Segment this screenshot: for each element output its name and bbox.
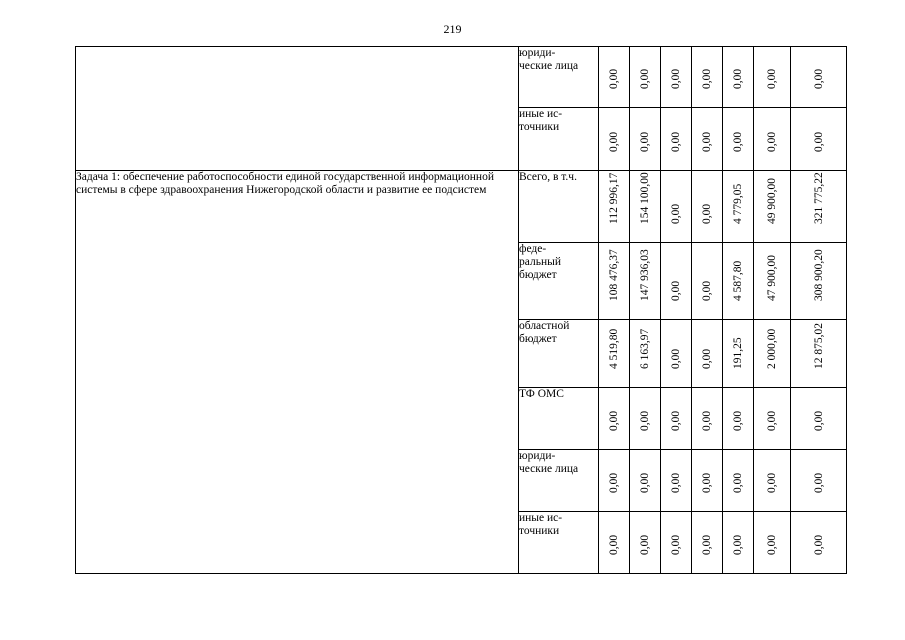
value-cell <box>661 47 692 108</box>
value-cell <box>692 47 723 108</box>
value-text: 154 100,00 <box>639 172 651 224</box>
value-text: 0,00 <box>766 410 778 431</box>
value-cell <box>723 108 754 171</box>
value-text: 0,00 <box>639 410 651 431</box>
funding-source: иные ис- точники <box>519 108 599 171</box>
budget-table-body <box>76 47 847 574</box>
value-cell <box>599 243 630 320</box>
value-cell <box>692 388 723 450</box>
value-cell <box>630 171 661 243</box>
value-text: 0,00 <box>701 472 713 493</box>
value-cell <box>661 388 692 450</box>
value-text: 0,00 <box>670 534 682 555</box>
value-text: 0,00 <box>701 280 713 301</box>
table-row <box>76 171 847 243</box>
value-text: 2 000,00 <box>766 328 778 369</box>
value-text: 0,00 <box>639 68 651 89</box>
value-text: 0,00 <box>812 534 825 555</box>
value-text: 0,00 <box>608 410 620 431</box>
value-text: 0,00 <box>670 131 682 152</box>
value-cell <box>630 243 661 320</box>
value-text: 0,00 <box>701 68 713 89</box>
value-cell <box>692 108 723 171</box>
value-cell <box>754 108 791 171</box>
value-cell <box>723 388 754 450</box>
value-text: 47 900,00 <box>766 255 778 301</box>
value-text: 0,00 <box>766 68 778 89</box>
value-text: 0,00 <box>608 472 620 493</box>
value-text: 0,00 <box>670 348 682 369</box>
page-number: 219 <box>443 22 462 36</box>
value-text: 0,00 <box>608 131 620 152</box>
value-cell <box>692 320 723 388</box>
value-cell <box>630 47 661 108</box>
value-text: 12 875,02 <box>812 323 825 369</box>
value-text: 0,00 <box>639 534 651 555</box>
value-cell <box>692 243 723 320</box>
funding-source: областной бюджет <box>519 320 599 388</box>
funding-source: иные ис- точники <box>519 512 599 574</box>
value-cell <box>791 320 847 388</box>
value-text: 0,00 <box>732 131 744 152</box>
value-text: 308 900,20 <box>812 249 825 301</box>
value-text: 0,00 <box>701 410 713 431</box>
value-text: 0,00 <box>732 68 744 89</box>
value-cell <box>630 450 661 512</box>
value-text: 0,00 <box>639 131 651 152</box>
value-text: 112 996,17 <box>608 172 620 224</box>
value-cell <box>754 243 791 320</box>
value-text: 4 519,80 <box>608 328 620 369</box>
value-text: 147 936,03 <box>639 249 651 301</box>
value-text: 4 587,80 <box>732 260 744 301</box>
table-row <box>76 47 847 108</box>
value-text: 0,00 <box>701 131 713 152</box>
value-cell <box>791 388 847 450</box>
value-cell <box>791 512 847 574</box>
value-text: 0,00 <box>732 534 744 555</box>
value-text: 0,00 <box>701 534 713 555</box>
value-cell <box>661 512 692 574</box>
value-cell <box>754 450 791 512</box>
value-text: 0,00 <box>701 203 713 224</box>
value-text: 0,00 <box>670 472 682 493</box>
value-cell <box>754 47 791 108</box>
value-cell <box>723 450 754 512</box>
value-cell <box>754 512 791 574</box>
value-cell <box>661 320 692 388</box>
value-text: 4 779,05 <box>732 183 744 224</box>
value-cell <box>661 450 692 512</box>
value-cell <box>754 320 791 388</box>
value-cell <box>599 171 630 243</box>
value-text: 0,00 <box>670 68 682 89</box>
value-cell <box>599 388 630 450</box>
value-cell <box>754 388 791 450</box>
value-text: 0,00 <box>812 131 825 152</box>
value-text: 0,00 <box>670 410 682 431</box>
value-cell <box>723 512 754 574</box>
budget-table <box>75 46 847 574</box>
value-text: 0,00 <box>670 203 682 224</box>
value-cell <box>661 171 692 243</box>
value-cell <box>723 47 754 108</box>
funding-source: феде- ральный бюджет <box>519 243 599 320</box>
value-cell <box>791 171 847 243</box>
value-cell <box>692 512 723 574</box>
value-cell <box>599 512 630 574</box>
value-text: 0,00 <box>812 68 825 89</box>
value-cell <box>791 450 847 512</box>
funding-source: юриди- ческие лица <box>519 47 599 108</box>
value-text: 191,25 <box>732 337 744 369</box>
value-text: 49 900,00 <box>766 178 778 224</box>
value-cell <box>599 108 630 171</box>
value-cell <box>692 171 723 243</box>
value-cell <box>599 450 630 512</box>
value-text: 0,00 <box>670 280 682 301</box>
value-cell <box>661 108 692 171</box>
value-text: 6 163,97 <box>639 328 651 369</box>
value-text: 0,00 <box>608 534 620 555</box>
value-cell <box>630 388 661 450</box>
value-cell <box>723 320 754 388</box>
value-text: 0,00 <box>766 534 778 555</box>
value-cell <box>630 108 661 171</box>
funding-source: ТФ ОМС <box>519 388 599 450</box>
value-cell <box>630 512 661 574</box>
value-text: 0,00 <box>766 472 778 493</box>
value-text: 0,00 <box>639 472 651 493</box>
value-cell <box>599 320 630 388</box>
task-description: Задача 1: обеспечение работоспособности единой государственной информационной системы в сфере здравоохранения Нижегородской области и развитие ее подсистем <box>76 171 519 574</box>
value-text: 108 476,37 <box>608 249 620 301</box>
value-cell <box>791 108 847 171</box>
value-cell <box>723 243 754 320</box>
funding-source: юриди- ческие лица <box>519 450 599 512</box>
value-text: 0,00 <box>812 472 825 493</box>
funding-source: Всего, в т.ч. <box>519 171 599 243</box>
value-text: 0,00 <box>732 410 744 431</box>
task-description <box>76 47 519 171</box>
value-cell <box>661 243 692 320</box>
value-cell <box>754 171 791 243</box>
value-text: 0,00 <box>812 410 825 431</box>
value-cell <box>692 450 723 512</box>
value-cell <box>630 320 661 388</box>
value-cell <box>599 47 630 108</box>
value-cell <box>791 243 847 320</box>
value-text: 0,00 <box>701 348 713 369</box>
value-cell <box>723 171 754 243</box>
value-text: 321 775,22 <box>812 172 825 224</box>
value-cell <box>791 47 847 108</box>
value-text: 0,00 <box>732 472 744 493</box>
value-text: 0,00 <box>608 68 620 89</box>
value-text: 0,00 <box>766 131 778 152</box>
